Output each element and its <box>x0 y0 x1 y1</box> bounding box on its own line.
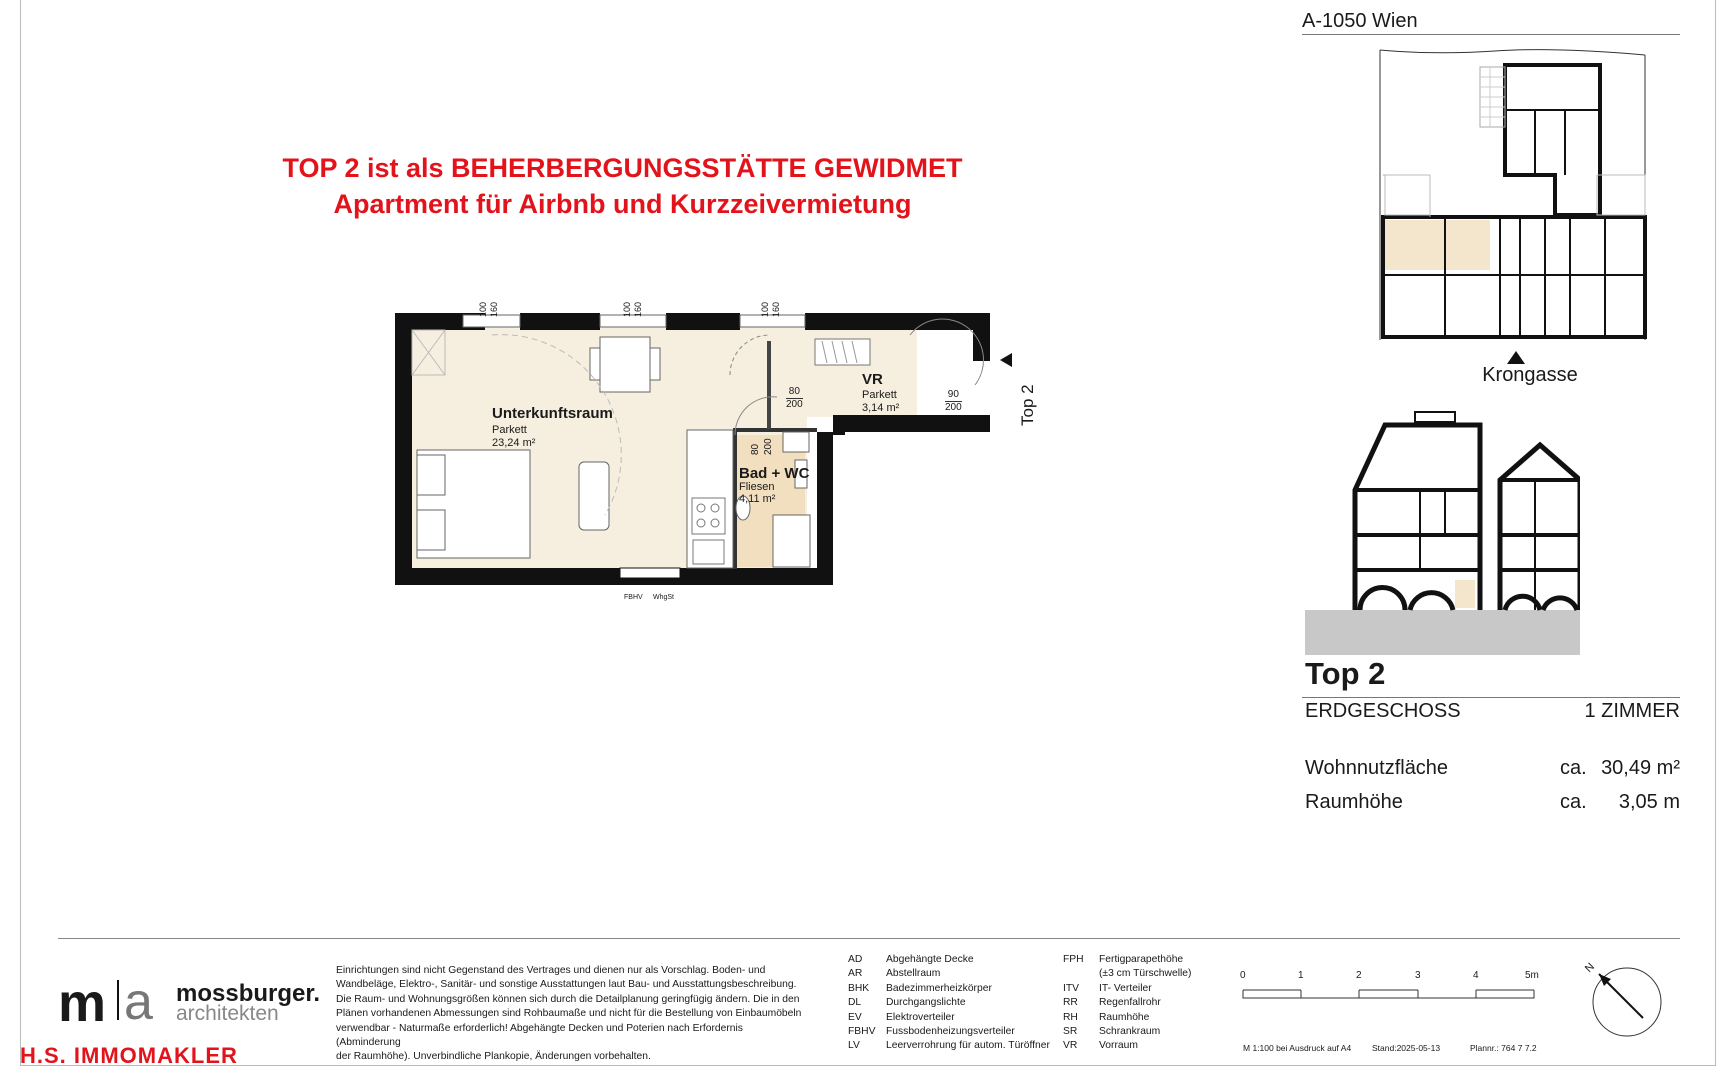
legend-item: ITV IT- Verteiler <box>1063 982 1152 994</box>
disclaimer-line: Einrichtungen sind nicht Gegenstand des Vertrages und dienen nur als Vorschlag. Boden- und <box>336 965 766 976</box>
scale-note: M 1:100 bei Ausdruck auf A4 <box>1243 1043 1352 1053</box>
address: A-1050 Wien <box>1302 10 1418 32</box>
scale-label-3: 3 <box>1415 970 1421 981</box>
unit-title-divider <box>1302 697 1680 698</box>
street-name: Krongasse <box>1482 364 1578 386</box>
door-height-1: 200 <box>786 399 803 410</box>
entrance-label: Top 2 <box>1018 384 1037 426</box>
height-row <box>1305 791 1680 814</box>
living-area-value: 30,49 m² <box>1601 757 1680 779</box>
window-width-3: 100 <box>760 301 770 317</box>
door-label-3 <box>750 438 780 485</box>
site-plan <box>1375 45 1650 345</box>
legend-item: FBHV Fussbodenheizungsverteiler <box>848 1026 1015 1038</box>
door-width-3: 80 <box>750 443 761 455</box>
door-height-3: 200 <box>763 438 774 455</box>
room-area-bath: 4,11 m² <box>739 493 776 505</box>
legend-1 <box>848 953 1050 1054</box>
room-floor-living: Parkett <box>492 424 527 436</box>
legend-item: RR Regenfallrohr <box>1063 997 1161 1009</box>
plan-date: Stand:2025-05-13 <box>1372 1043 1441 1053</box>
footer-divider <box>58 938 1680 939</box>
room-name-living: Unterkunftsraum <box>492 405 613 422</box>
scale-bar <box>1238 968 1538 1006</box>
legend-item: SR Schrankraum <box>1063 1026 1161 1038</box>
disclaimer <box>336 964 806 1065</box>
headline <box>0 150 1245 222</box>
window-dims-3 <box>760 289 790 319</box>
legend-item: (±3 cm Türschwelle) <box>1099 968 1192 980</box>
legend-item: DL Durchgangslichte <box>848 997 966 1009</box>
legend-item: BHK Badezimmerheizkörper <box>848 982 992 994</box>
disclaimer-line: verwendbar - Naturmaße erforderlich! Abgehängte Decken und Poterien nach Erfordernis (Abminderung <box>336 1022 743 1049</box>
agency-name: H.S. IMMOMAKLER <box>20 1043 238 1068</box>
living-area-label: Wohnnutzfläche <box>1305 757 1449 779</box>
logo-m: m <box>58 973 105 1033</box>
door-label-2 <box>945 389 962 414</box>
disclaimer-line: Wandbeläge, Elektro-, Sanitär- und sonstige Ausstattungen laut Bau- und Ausstattungsbeschreibung. <box>336 979 797 991</box>
window-height-2: 160 <box>633 301 643 317</box>
height-value: 3,05 m <box>1618 791 1680 813</box>
logo-a: a <box>124 973 153 1031</box>
window-dims-2 <box>622 289 652 319</box>
room-name-vr: VR <box>862 371 883 388</box>
scale-label-4: 4 <box>1473 970 1479 981</box>
headline-line-1: TOP 2 ist als BEHERBERGUNGSSTÄTTE GEWIDMET <box>282 153 963 183</box>
room-count: 1 ZIMMER <box>1584 700 1680 722</box>
height-prefix: ca. <box>1560 791 1587 813</box>
floor-plan <box>390 285 1020 620</box>
legend-item: EV Elektroverteiler <box>848 1011 955 1023</box>
room-area-living: 23,24 m² <box>492 437 536 449</box>
room-floor-bath: Fliesen <box>739 481 775 493</box>
legend-2 <box>1063 953 1191 1054</box>
plan-number: Plannr.: 764 7 7.2 <box>1470 1043 1537 1053</box>
window-width-1: 100 <box>478 301 488 317</box>
door-width-1: 80 <box>788 386 800 397</box>
door-label-1 <box>786 386 803 411</box>
door-height-2: 200 <box>945 402 962 413</box>
disclaimer-line: der Raumhöhe). Unverbindliche Plankopie, Änderungen vorbehalten. <box>336 1051 651 1063</box>
unit-title: Top 2 <box>1305 656 1386 691</box>
north-label: N <box>1582 960 1598 976</box>
legend-item: AR Abstellraum <box>848 968 941 980</box>
agency-logo <box>20 1045 246 1067</box>
street-arrow-icon <box>1507 351 1525 364</box>
section-drawing <box>1305 405 1580 655</box>
firm-name: mossburger. <box>176 980 321 1007</box>
window-dims-1 <box>478 289 508 319</box>
living-area-row <box>1305 757 1680 780</box>
unit-level-row <box>1305 700 1680 723</box>
room-name-bath: Bad + WC <box>739 465 810 482</box>
scale-label-2: 2 <box>1356 970 1362 981</box>
legend-item: RH Raumhöhe <box>1063 1011 1150 1023</box>
scale-label-0: 0 <box>1240 970 1246 981</box>
firm-subtitle: architekten <box>176 1002 279 1025</box>
legend-item: AD Abgehängte Decke <box>848 954 974 965</box>
room-area-vr: 3,14 m² <box>862 402 900 414</box>
label-fbhv: FBHV <box>624 594 643 601</box>
disclaimer-line: Die Raum- und Wohnungsgrößen können sich durch die Detailplanung geringfügig ändern. Die in den <box>336 993 800 1005</box>
height-label: Raumhöhe <box>1305 791 1403 813</box>
window-width-2: 100 <box>622 301 632 317</box>
legend-item: LV Leerverrohrung für autom. Türöffner <box>848 1040 1050 1052</box>
floor-level: ERDGESCHOSS <box>1305 700 1461 722</box>
window-height-3: 160 <box>771 301 781 317</box>
legend-item: FPH Fertigparapethöhe <box>1063 954 1184 965</box>
legend-item: VR Vorraum <box>1063 1040 1138 1052</box>
logo-divider <box>117 980 119 1020</box>
address-divider <box>1302 34 1680 35</box>
door-width-2: 90 <box>947 389 959 400</box>
north-arrow-icon <box>1582 960 1665 1040</box>
scale-label-5: 5m <box>1525 970 1539 981</box>
headline-line-2: Apartment für Airbnb und Kurzzeivermietung <box>333 189 912 219</box>
disclaimer-line: Plänen vorhandenen Abmessungen sind Rohbaumaße und nicht für die Bestellung von Einbaumöbeln <box>336 1008 802 1020</box>
room-floor-vr: Parkett <box>862 389 897 401</box>
window-height-1: 160 <box>489 301 499 317</box>
label-whgst: WhgSt <box>653 594 675 601</box>
living-area-prefix: ca. <box>1560 757 1587 779</box>
scale-label-1: 1 <box>1298 970 1304 981</box>
